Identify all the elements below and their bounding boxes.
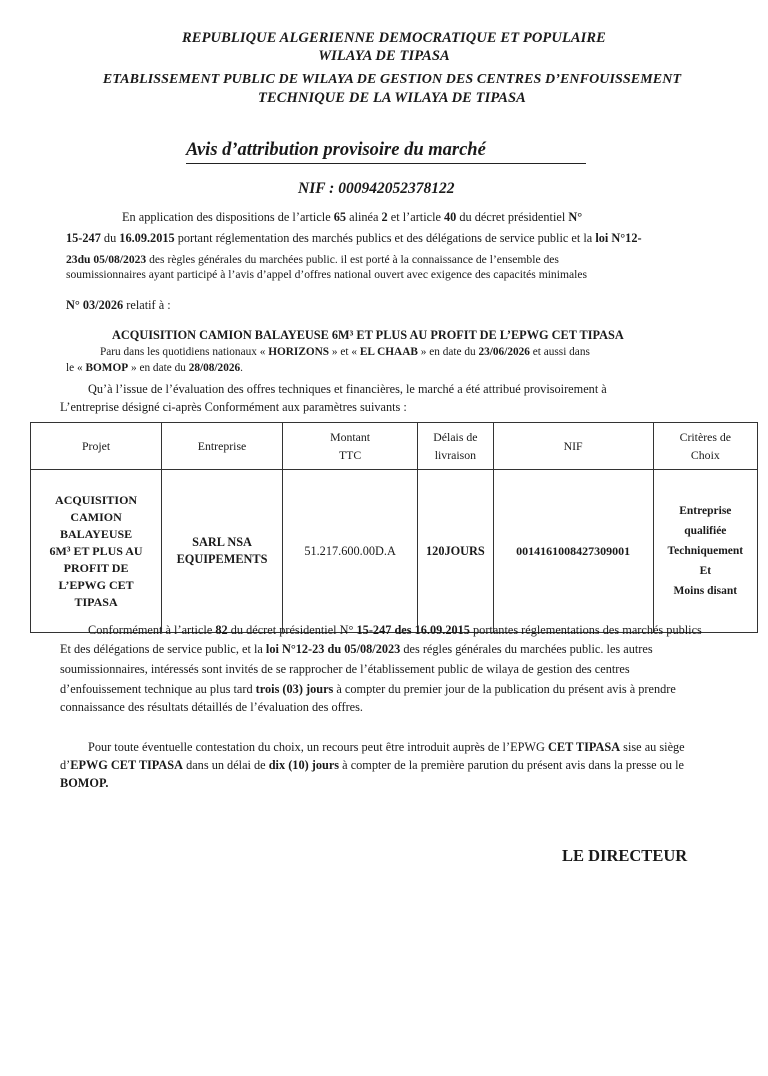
text: Paru dans les quotidiens nationaux « [100,346,269,358]
text: portantes réglementations des marchés publics [469,623,702,637]
text: d’ [60,758,71,772]
body-line-7 [60,756,684,774]
cell-entreprise: SARL NSA EQUIPEMENTS [162,470,283,633]
text: BOMOP [85,362,129,374]
text: à compter de la première parution du présent avis dans la presse ou le [339,758,684,772]
header-republic: REPUBLIQUE ALGERIENNE DEMOCRATIQUE ET POPULAIRE [182,30,606,46]
text: relatif à : [123,298,171,312]
text: des régles générales du marchées public [400,642,601,656]
bomop-line [66,359,243,377]
text: Et des délégations de service public, et la [60,642,266,656]
col-header-criteres: Critères de Choix [653,423,757,470]
text: 23/06/2026 [478,346,530,358]
text: 16.09.2015 [119,231,175,245]
text: BOMOP. [60,776,109,790]
text: HORIZONS [268,346,330,358]
text: 23du 05/08/2023 [66,253,147,266]
text: dans un délai de [183,758,269,772]
evaluation-line: Qu’à l’issue de l’évaluation des offres techniques et financières, le marché a été attribué provisoirement à [88,382,607,396]
page-title: Avis d’attribution provisoire du marché [186,138,586,164]
body-line-4 [60,680,676,698]
text: 15-247 [66,231,101,245]
text: et aussi dans [529,346,590,358]
text: à compter du premier jour de la publication du présent avis à prendre [333,682,676,696]
text: 16.09.2015 [414,623,470,637]
text: trois (03) jours [255,682,334,696]
nif-number: NIF : 000942052378122 [298,180,455,197]
text: . les autres [600,642,653,656]
text: N° [568,210,583,224]
intro-line-1 [122,208,582,226]
text: 65 [333,210,347,224]
text: le « [66,362,86,374]
body-line-6 [88,738,685,756]
text: du décret présidentiel [456,210,569,224]
col-header-projet: Projet [31,423,162,470]
text: . [240,362,243,374]
contract-subject: ACQUISITION CAMION BALAYEUSE 6M³ ET PLUS AU PROFIT DE L’EPWG CET TIPASA [112,328,624,342]
cell-nif: 0014161008427309001 [493,470,653,633]
cell-delais: 120JOURS [418,470,493,633]
body-line-8 [60,774,108,792]
col-header-entreprise: Entreprise [162,423,283,470]
parameters-line: L’entreprise désigné ci-après Conformément aux paramètres suivants : [60,400,407,414]
text: » en date du [417,346,479,358]
cell-montant: 51.217.600.00D.A [282,470,417,633]
text: portant réglementation des marchés publics et des délégations de service public et la [174,231,596,245]
text: des [391,623,415,637]
intro-line-2 [66,229,642,247]
cell-projet: ACQUISITION CAMION BALAYEUSE 6M³ ET PLUS AU PROFIT DE L’EPWG CET TIPASA [31,470,162,633]
text: dix (10) jours [268,758,340,772]
text: 82 [215,623,228,637]
header-establishment-cont: TECHNIQUE DE LA WILAYA DE TIPASA [258,90,526,106]
text: Pour toute éventuelle contestation du choix, un recours peut être introduit auprès de l’EPWG [88,740,548,754]
header-wilaya: WILAYA DE TIPASA [318,48,450,64]
col-header-delais: Délais de livraison [418,423,493,470]
text: et l’article [387,210,445,224]
text: » en date du [128,362,189,374]
header-establishment: ETABLISSEMENT PUBLIC DE WILAYA DE GESTION DES CENTRES D’ENFOUISSEMENT [102,72,682,87]
text: . il est porté à la connaissance de l’ensemble des [334,253,559,266]
text: des règles générales du marchées public [146,253,335,266]
text: EPWG CET TIPASA [70,758,183,772]
text: du décret présidentiel N° [227,623,357,637]
col-header-nif: NIF [493,423,653,470]
text: du [100,231,120,245]
text: 28/08/2026 [188,362,241,374]
text: alinéa [346,210,382,224]
body-line-5: connaissance des résultats détaillés de l’évaluation des offres. [60,700,363,714]
text: Conformément à l’article [88,623,216,637]
text: EL CHAAB [359,346,418,358]
text: loi N°12- [595,231,642,245]
signature-director: LE DIRECTEUR [562,846,688,865]
body-line-3: soumissionnaires, intéressés sont invités de se rapprocher de l’établissement public de wilaya de gestion des centres [60,662,630,676]
col-header-montant: Montant TTC [282,423,417,470]
table-row [31,470,758,633]
body-line-2 [60,640,653,658]
intro-line-4: soumissionnaires ayant participé à l’avis d’appel d’offres national ouvert avec exigence des capacités minimales [66,268,587,281]
text: CET TIPASA [547,740,621,754]
award-table [30,422,758,633]
text: En application des dispositions de l’article [122,210,334,224]
text: » et « [329,346,360,358]
cell-criteres: Entreprise qualifiée Techniquement Et Moins disant [653,470,757,633]
text: loi N°12-23 du 05/08/2023 [265,642,401,656]
text: 2 [381,210,388,224]
text: 15-247 [356,623,392,637]
text: N° 03/2026 [66,298,124,312]
text: sise au siège [620,740,685,754]
intro-line-5 [66,296,171,314]
text: 40 [444,210,457,224]
text: d’enfouissement technique au plus tard [60,682,256,696]
table-header-row [31,423,758,470]
body-line-1 [88,621,702,639]
